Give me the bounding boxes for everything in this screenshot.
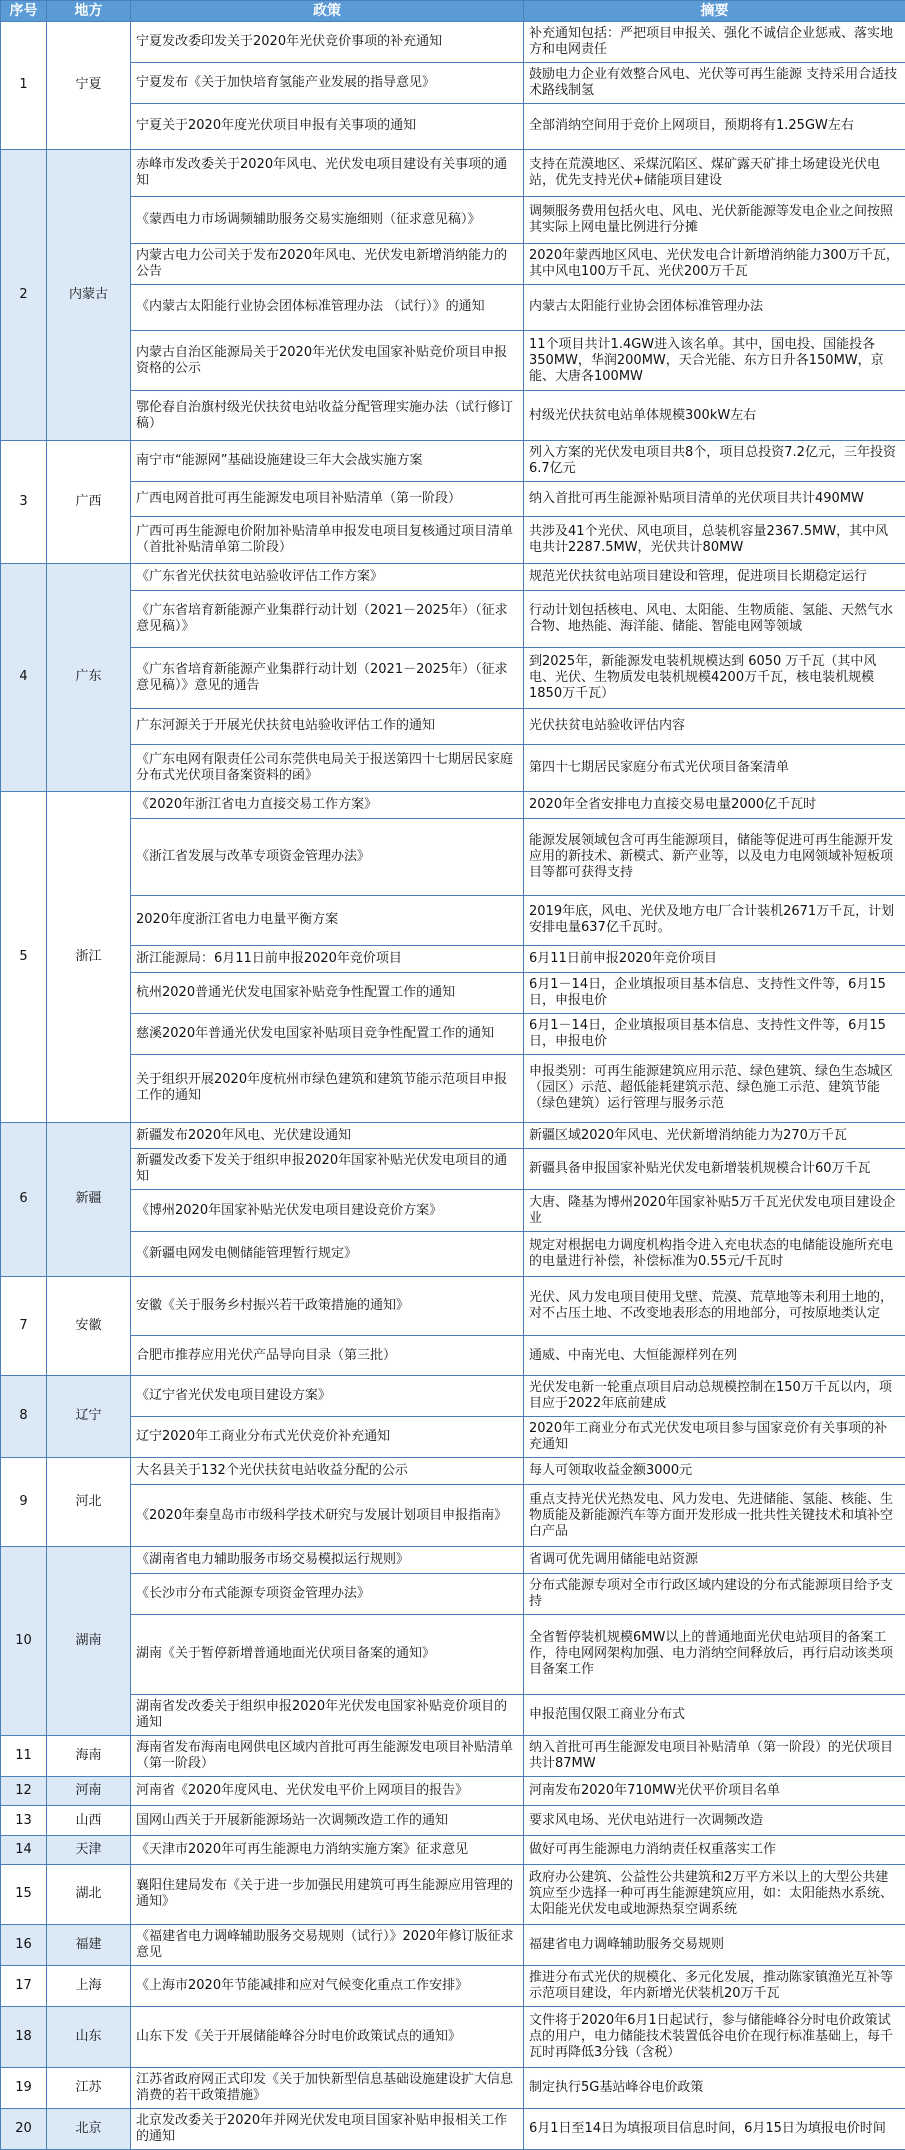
header-policy: 政策: [131, 1, 524, 22]
row-region: 宁夏: [47, 22, 131, 150]
header-seq: 序号: [1, 1, 47, 22]
summary-cell: 内蒙古太阳能行业协会团体标准管理办法: [524, 284, 905, 330]
summary-cell: 全省暂停装机规模6MW以上的普通地面光伏电站项目的备案工作，待电网网架构加强、电力消纳空间释放后，再行启动该类项目备案工作: [524, 1615, 905, 1694]
summary-cell: 6月1日至14日为填报项目信息时间，6月15日为填报电价时间: [524, 2108, 905, 2149]
policy-cell: 湖南《关于暂停新增普通地面光伏项目备案的通知》: [131, 1615, 524, 1694]
policy-cell: 赤峰市发改委关于2020年风电、光伏发电项目建设有关事项的通知: [131, 149, 524, 196]
policy-cell: 广西电网首批可再生能源发电项目补贴清单（第一阶段）: [131, 482, 524, 517]
policy-cell: 慈溪2020年普通光伏发电国家补贴项目竞争性配置工作的通知: [131, 1013, 524, 1054]
row-region: 山西: [47, 1806, 131, 1836]
table-row: [1, 330, 905, 391]
row-seq: 9: [1, 1457, 47, 1546]
table-row: [1, 972, 905, 1013]
row-seq: 6: [1, 1123, 47, 1277]
summary-cell: 文件将于2020年6月1日起试行，参与储能峰谷分时电价政策试点的用户，电力储能技术装置低谷电价在现行标准基础上，每千瓦时再降低3分钱（含税）: [524, 2007, 905, 2068]
row-seq: 16: [1, 1925, 47, 1966]
policy-cell: 《2020年秦皇岛市市级科学技术研究与发展计划项目申报指南》: [131, 1485, 524, 1547]
summary-cell: 制定执行5G基站峰谷电价政策: [524, 2067, 905, 2108]
row-region: 北京: [47, 2108, 131, 2149]
table-row: [1, 1276, 905, 1336]
table-row: [1, 1123, 905, 1149]
summary-cell: 规范光伏扶贫电站项目建设和管理，促进项目长期稳定运行: [524, 563, 905, 590]
policy-cell: 杭州2020普通光伏发电国家补贴竞争性配置工作的通知: [131, 972, 524, 1013]
policy-cell: 广东河源关于开展光伏扶贫电站验收评估工作的通知: [131, 708, 524, 744]
policy-cell: 宁夏关于2020年度光伏项目申报有关事项的通知: [131, 103, 524, 149]
summary-cell: 大唐、隆基为博州2020年国家补贴5万千瓦光伏发电项目建设企业: [524, 1189, 905, 1231]
policy-cell: 宁夏发布《关于加快培育氢能产业发展的指导意见》: [131, 62, 524, 103]
summary-cell: 做好可再生能源电力消纳责任权重落实工作: [524, 1836, 905, 1865]
row-region: 广西: [47, 441, 131, 564]
policy-cell: 2020年度浙江省电力电量平衡方案: [131, 896, 524, 946]
row-seq: 7: [1, 1276, 47, 1375]
row-seq: 2: [1, 149, 47, 440]
table-row: [1, 196, 905, 243]
policy-cell: 《辽宁省光伏发电项目建设方案》: [131, 1375, 524, 1416]
table-row: [1, 1189, 905, 1231]
row-seq: 11: [1, 1735, 47, 1776]
row-seq: 3: [1, 441, 47, 564]
table-row: [1, 708, 905, 744]
summary-cell: 11个项目共计1.4GW进入该名单。其中，国电投、国能投各350MW，华润200MW，天合光能、东方日升各150MW，京能、大唐各100MW: [524, 330, 905, 391]
summary-cell: 纳入首批可再生能源发电项目补贴清单（第一阶段）的光伏项目共计87MW: [524, 1735, 905, 1776]
summary-cell: 到2025年，新能源发电装机规模达到 6050 万千瓦（其中风电、光伏、生物质发电装机规模4200万千瓦，核电装机规模1850万千瓦）: [524, 648, 905, 709]
summary-cell: 规定对根据电力调度机构指令进入充电状态的电储能设施所充电的电量进行补偿，补偿标准为0.55元/千瓦时: [524, 1232, 905, 1277]
summary-cell: 申报类别：可再生能源建筑应用示范、绿色建筑、绿色生态城区（园区）示范、超低能耗建筑示范、绿色施工示范、建筑节能（绿色建筑）运行管理与服务示范: [524, 1054, 905, 1122]
row-seq: 19: [1, 2067, 47, 2108]
table-row: [1, 1836, 905, 1865]
policy-cell: 广西可再生能源电价附加补贴清单申报发电项目复核通过项目清单（首批补贴清单第二阶段）: [131, 516, 524, 563]
policy-cell: 襄阳住建局发布《关于进一步加强民用建筑可再生能源应用管理的通知》: [131, 1864, 524, 1925]
policy-cell: 《新疆电网发电侧储能管理暂行规定》: [131, 1232, 524, 1277]
table-row: [1, 1776, 905, 1806]
summary-cell: 福建省电力调峰辅助服务交易规则: [524, 1925, 905, 1966]
row-region: 山东: [47, 2007, 131, 2068]
table-row: [1, 1966, 905, 2007]
table-body: [1, 22, 905, 2150]
table-row: [1, 744, 905, 791]
row-region: 福建: [47, 1925, 131, 1966]
table-row: [1, 945, 905, 972]
row-region: 天津: [47, 1836, 131, 1865]
policy-cell: 《浙江省发展与改革专项资金管理办法》: [131, 819, 524, 896]
summary-cell: 支持在荒漠地区、采煤沉陷区、煤矿露天矿排土场建设光伏电站，优先支持光伏+储能项目建设: [524, 149, 905, 196]
policy-cell: 北京发改委关于2020年并网光伏发电项目国家补贴申报相关工作的通知: [131, 2108, 524, 2149]
summary-cell: 河南发布2020年710MW光伏平价项目名单: [524, 1776, 905, 1806]
row-seq: 12: [1, 1776, 47, 1806]
row-region: 安徽: [47, 1276, 131, 1375]
policy-cell: 《2020年浙江省电力直接交易工作方案》: [131, 791, 524, 818]
summary-cell: 光伏发电新一轮重点项目启动总规模控制在150万千瓦以内，项目应于2022年底前建成: [524, 1375, 905, 1416]
row-region: 广东: [47, 563, 131, 791]
row-seq: 10: [1, 1547, 47, 1735]
summary-cell: 光伏扶贫电站验收评估内容: [524, 708, 905, 744]
summary-cell: 调频服务费用包括火电、风电、光伏新能源等发电企业之间按照其实际上网电量比例进行分摊: [524, 196, 905, 243]
row-region: 江苏: [47, 2067, 131, 2108]
table-row: [1, 1694, 905, 1735]
table-row: [1, 482, 905, 517]
row-seq: 5: [1, 791, 47, 1122]
policy-cell: 《广东省光伏扶贫电站验收评估工作方案》: [131, 563, 524, 590]
policy-cell: 《广东省培育新能源产业集群行动计划（2021－2025年）（征求意见稿）》: [131, 591, 524, 648]
table-row: [1, 2007, 905, 2068]
policy-cell: 辽宁2020年工商业分布式光伏竞价补充通知: [131, 1416, 524, 1457]
table-row: [1, 791, 905, 818]
table-row: [1, 284, 905, 330]
summary-cell: 重点支持光伏光热发电、风力发电、先进储能、氢能、核能、生物质能及新能源汽车等方面开发形成一批共性关键技术和填补空白产品: [524, 1485, 905, 1547]
table-row: [1, 1336, 905, 1376]
summary-cell: 6月11日前申报2020年竞价项目: [524, 945, 905, 972]
row-seq: 8: [1, 1375, 47, 1457]
summary-cell: 补充通知包括：严把项目申报关、强化不诚信企业惩戒、落实地方和电网责任: [524, 22, 905, 63]
table-row: [1, 896, 905, 946]
row-region: 辽宁: [47, 1375, 131, 1457]
row-region: 湖北: [47, 1864, 131, 1925]
table-row: [1, 1375, 905, 1416]
summary-cell: 2020年全省安排电力直接交易电量2000亿千瓦时: [524, 791, 905, 818]
table-row: [1, 1547, 905, 1574]
table-row: [1, 103, 905, 149]
row-region: 湖南: [47, 1547, 131, 1735]
summary-cell: 政府办公建筑、公益性公共建筑和2万平方米以上的大型公共建筑应至少选择一种可再生能源建筑应用，如：太阳能热水系统、太阳能光伏发电或地源热泵空调系统: [524, 1864, 905, 1925]
summary-cell: 纳入首批可再生能源补贴项目清单的光伏项目共计490MW: [524, 482, 905, 517]
table-row: [1, 563, 905, 590]
summary-cell: 共涉及41个光伏、风电项目，总装机容量2367.5MW，其中风电共计2287.5MW，光伏共计80MW: [524, 516, 905, 563]
table-row: [1, 149, 905, 196]
table-row: [1, 1416, 905, 1457]
table-row: [1, 62, 905, 103]
table-row: [1, 1864, 905, 1925]
table-row: [1, 591, 905, 648]
table-row: [1, 243, 905, 284]
row-seq: 15: [1, 1864, 47, 1925]
row-seq: 20: [1, 2108, 47, 2149]
table-row: [1, 1457, 905, 1484]
summary-cell: 要求风电场、光伏电站进行一次调频改造: [524, 1806, 905, 1836]
policy-cell: 《蒙西电力市场调频辅助服务交易实施细则（征求意见稿）》: [131, 196, 524, 243]
table-row: [1, 1232, 905, 1277]
summary-cell: 省调可优先调用储能电站资源: [524, 1547, 905, 1574]
summary-cell: 分布式能源专项对全市行政区域内建设的分布式能源项目给予支持: [524, 1574, 905, 1615]
summary-cell: 2020年蒙西地区风电、光伏发电合计新增消纳能力300万千瓦，其中风电100万千瓦、光伏200万千瓦: [524, 243, 905, 284]
policy-cell: 《湖南省电力辅助服务市场交易模拟运行规则》: [131, 1547, 524, 1574]
policy-cell: 合肥市推荐应用光伏产品导向目录（第三批）: [131, 1336, 524, 1376]
policy-cell: 《长沙市分布式能源专项资金管理办法》: [131, 1574, 524, 1615]
row-seq: 4: [1, 563, 47, 791]
table-row: [1, 2067, 905, 2108]
policy-cell: 大名县关于132个光伏扶贫电站收益分配的公示: [131, 1457, 524, 1484]
row-seq: 14: [1, 1836, 47, 1865]
policy-cell: 湖南省发改委关于组织申报2020年光伏发电国家补贴竞价项目的通知: [131, 1694, 524, 1735]
row-region: 新疆: [47, 1123, 131, 1277]
table-row: [1, 819, 905, 896]
table-row: [1, 1574, 905, 1615]
table-row: [1, 1925, 905, 1966]
table-row: [1, 648, 905, 709]
policy-cell: 关于组织开展2020年度杭州市绿色建筑和建筑节能示范项目申报工作的通知: [131, 1054, 524, 1122]
table-row: [1, 1054, 905, 1122]
table-row: [1, 1806, 905, 1836]
row-region: 河南: [47, 1776, 131, 1806]
row-seq: 18: [1, 2007, 47, 2068]
policy-cell: 国网山西关于开展新能源场站一次调频改造工作的通知: [131, 1806, 524, 1836]
summary-cell: 列入方案的光伏发电项目共8个，项目总投资7.2亿元，三年投资6.7亿元: [524, 441, 905, 482]
table-row: [1, 1735, 905, 1776]
table-header-row: [1, 1, 905, 22]
policy-cell: 宁夏发改委印发关于2020年光伏竞价事项的补充通知: [131, 22, 524, 63]
table-row: [1, 22, 905, 63]
summary-cell: 村级光伏扶贫电站单体规模300kW左右: [524, 391, 905, 441]
table-row: [1, 1149, 905, 1190]
row-region: 上海: [47, 1966, 131, 2007]
row-seq: 13: [1, 1806, 47, 1836]
summary-cell: 2020年工商业分布式光伏发电项目参与国家竞价有关事项的补充通知: [524, 1416, 905, 1457]
summary-cell: 全部消纳空间用于竞价上网项目，预期将有1.25GW左右: [524, 103, 905, 149]
policy-cell: 海南省发布海南电网供电区域内首批可再生能源发电项目补贴清单（第一阶段）: [131, 1735, 524, 1776]
policy-cell: 江苏省政府网正式印发《关于加快新型信息基础设施建设扩大信息消费的若干政策措施》: [131, 2067, 524, 2108]
table-row: [1, 516, 905, 563]
row-region: 浙江: [47, 791, 131, 1122]
row-region: 河北: [47, 1457, 131, 1546]
policy-cell: 鄂伦春自治旗村级光伏扶贫电站收益分配管理实施办法（试行修订稿）: [131, 391, 524, 441]
header-region: 地方: [47, 1, 131, 22]
policy-cell: 《博州2020年国家补贴光伏发电项目建设竞价方案》: [131, 1189, 524, 1231]
table-row: [1, 391, 905, 441]
summary-cell: 能源发展领域包含可再生能源项目，储能等促进可再生能源开发应用的新技术、新模式、新产业等，以及电力电网领域补短板项目等都可获得支持: [524, 819, 905, 896]
summary-cell: 6月1－14日，企业填报项目基本信息、支持性文件等，6月15日，申报电价: [524, 972, 905, 1013]
policy-cell: 《广东电网有限责任公司东莞供电局关于报送第四十七期居民家庭分布式光伏项目备案资料的函》: [131, 744, 524, 791]
summary-cell: 光伏、风力发电项目使用戈壁、荒漠、荒草地等未利用土地的，对不占压土地、不改变地表形态的用地部分，可按原地类认定: [524, 1276, 905, 1336]
policy-cell: 《内蒙古太阳能行业协会团体标准管理办法 （试行）》的通知: [131, 284, 524, 330]
row-seq: 17: [1, 1966, 47, 2007]
summary-cell: 每人可领取收益金额3000元: [524, 1457, 905, 1484]
summary-cell: 通威、中南光电、大恒能源样列在列: [524, 1336, 905, 1376]
row-seq: 1: [1, 22, 47, 150]
summary-cell: 6月1－14日，企业填报项目基本信息、支持性文件等，6月15日，申报电价: [524, 1013, 905, 1054]
policy-cell: 内蒙古自治区能源局关于2020年光伏发电国家补贴竞价项目申报资格的公示: [131, 330, 524, 391]
policy-cell: 浙江能源局：6月11日前申报2020年竞价项目: [131, 945, 524, 972]
policy-cell: 新疆发布2020年风电、光伏建设通知: [131, 1123, 524, 1149]
row-region: 内蒙古: [47, 149, 131, 440]
summary-cell: 新疆具备申报国家补贴光伏发电新增装机规模合计60万千瓦: [524, 1149, 905, 1190]
summary-cell: 推进分布式光伏的规模化、多元化发展，推动陈家镇渔光互补等示范项目建设，年内新增光伏装机20万千瓦: [524, 1966, 905, 2007]
policy-cell: 山东下发《关于开展储能峰谷分时电价政策试点的通知》: [131, 2007, 524, 2068]
header-summary: 摘要: [524, 1, 905, 22]
summary-cell: 2019年底，风电、光伏及地方电厂合计装机2671万千瓦，计划安排电量637亿千瓦时。: [524, 896, 905, 946]
policy-cell: 《福建省电力调峰辅助服务交易规则（试行）》2020年修订版征求意见: [131, 1925, 524, 1966]
policy-cell: 安徽《关于服务乡村振兴若干政策措施的通知》: [131, 1276, 524, 1336]
policy-cell: 《广东省培育新能源产业集群行动计划（2021－2025年）（征求意见稿）》意见的通告: [131, 648, 524, 709]
summary-cell: 新疆区域2020年风电、光伏新增消纳能力为270万千瓦: [524, 1123, 905, 1149]
policy-cell: 新疆发改委下发关于组织申报2020年国家补贴光伏发电项目的通知: [131, 1149, 524, 1190]
table-row: [1, 2108, 905, 2149]
row-region: 海南: [47, 1735, 131, 1776]
summary-cell: 鼓励电力企业有效整合风电、光伏等可再生能源 支持采用合适技术路线制氢: [524, 62, 905, 103]
policy-cell: 《天津市2020年可再生能源电力消纳实施方案》征求意见: [131, 1836, 524, 1865]
policy-cell: 《上海市2020年节能减排和应对气候变化重点工作安排》: [131, 1966, 524, 2007]
summary-cell: 申报范围仅限工商业分布式: [524, 1694, 905, 1735]
summary-cell: 行动计划包括核电、风电、太阳能、生物质能、氢能、天然气水合物、地热能、海洋能、储能、智能电网等领域: [524, 591, 905, 648]
table-row: [1, 1013, 905, 1054]
policy-cell: 内蒙古电力公司关于发布2020年风电、光伏发电新增消纳能力的公告: [131, 243, 524, 284]
policy-cell: 河南省《2020年度风电、光伏发电平价上网项目的报告》: [131, 1776, 524, 1806]
summary-cell: 第四十七期居民家庭分布式光伏项目备案清单: [524, 744, 905, 791]
table-row: [1, 441, 905, 482]
policy-cell: 南宁市“能源网”基础设施建设三年大会战实施方案: [131, 441, 524, 482]
table-row: [1, 1485, 905, 1547]
table-row: [1, 1615, 905, 1694]
